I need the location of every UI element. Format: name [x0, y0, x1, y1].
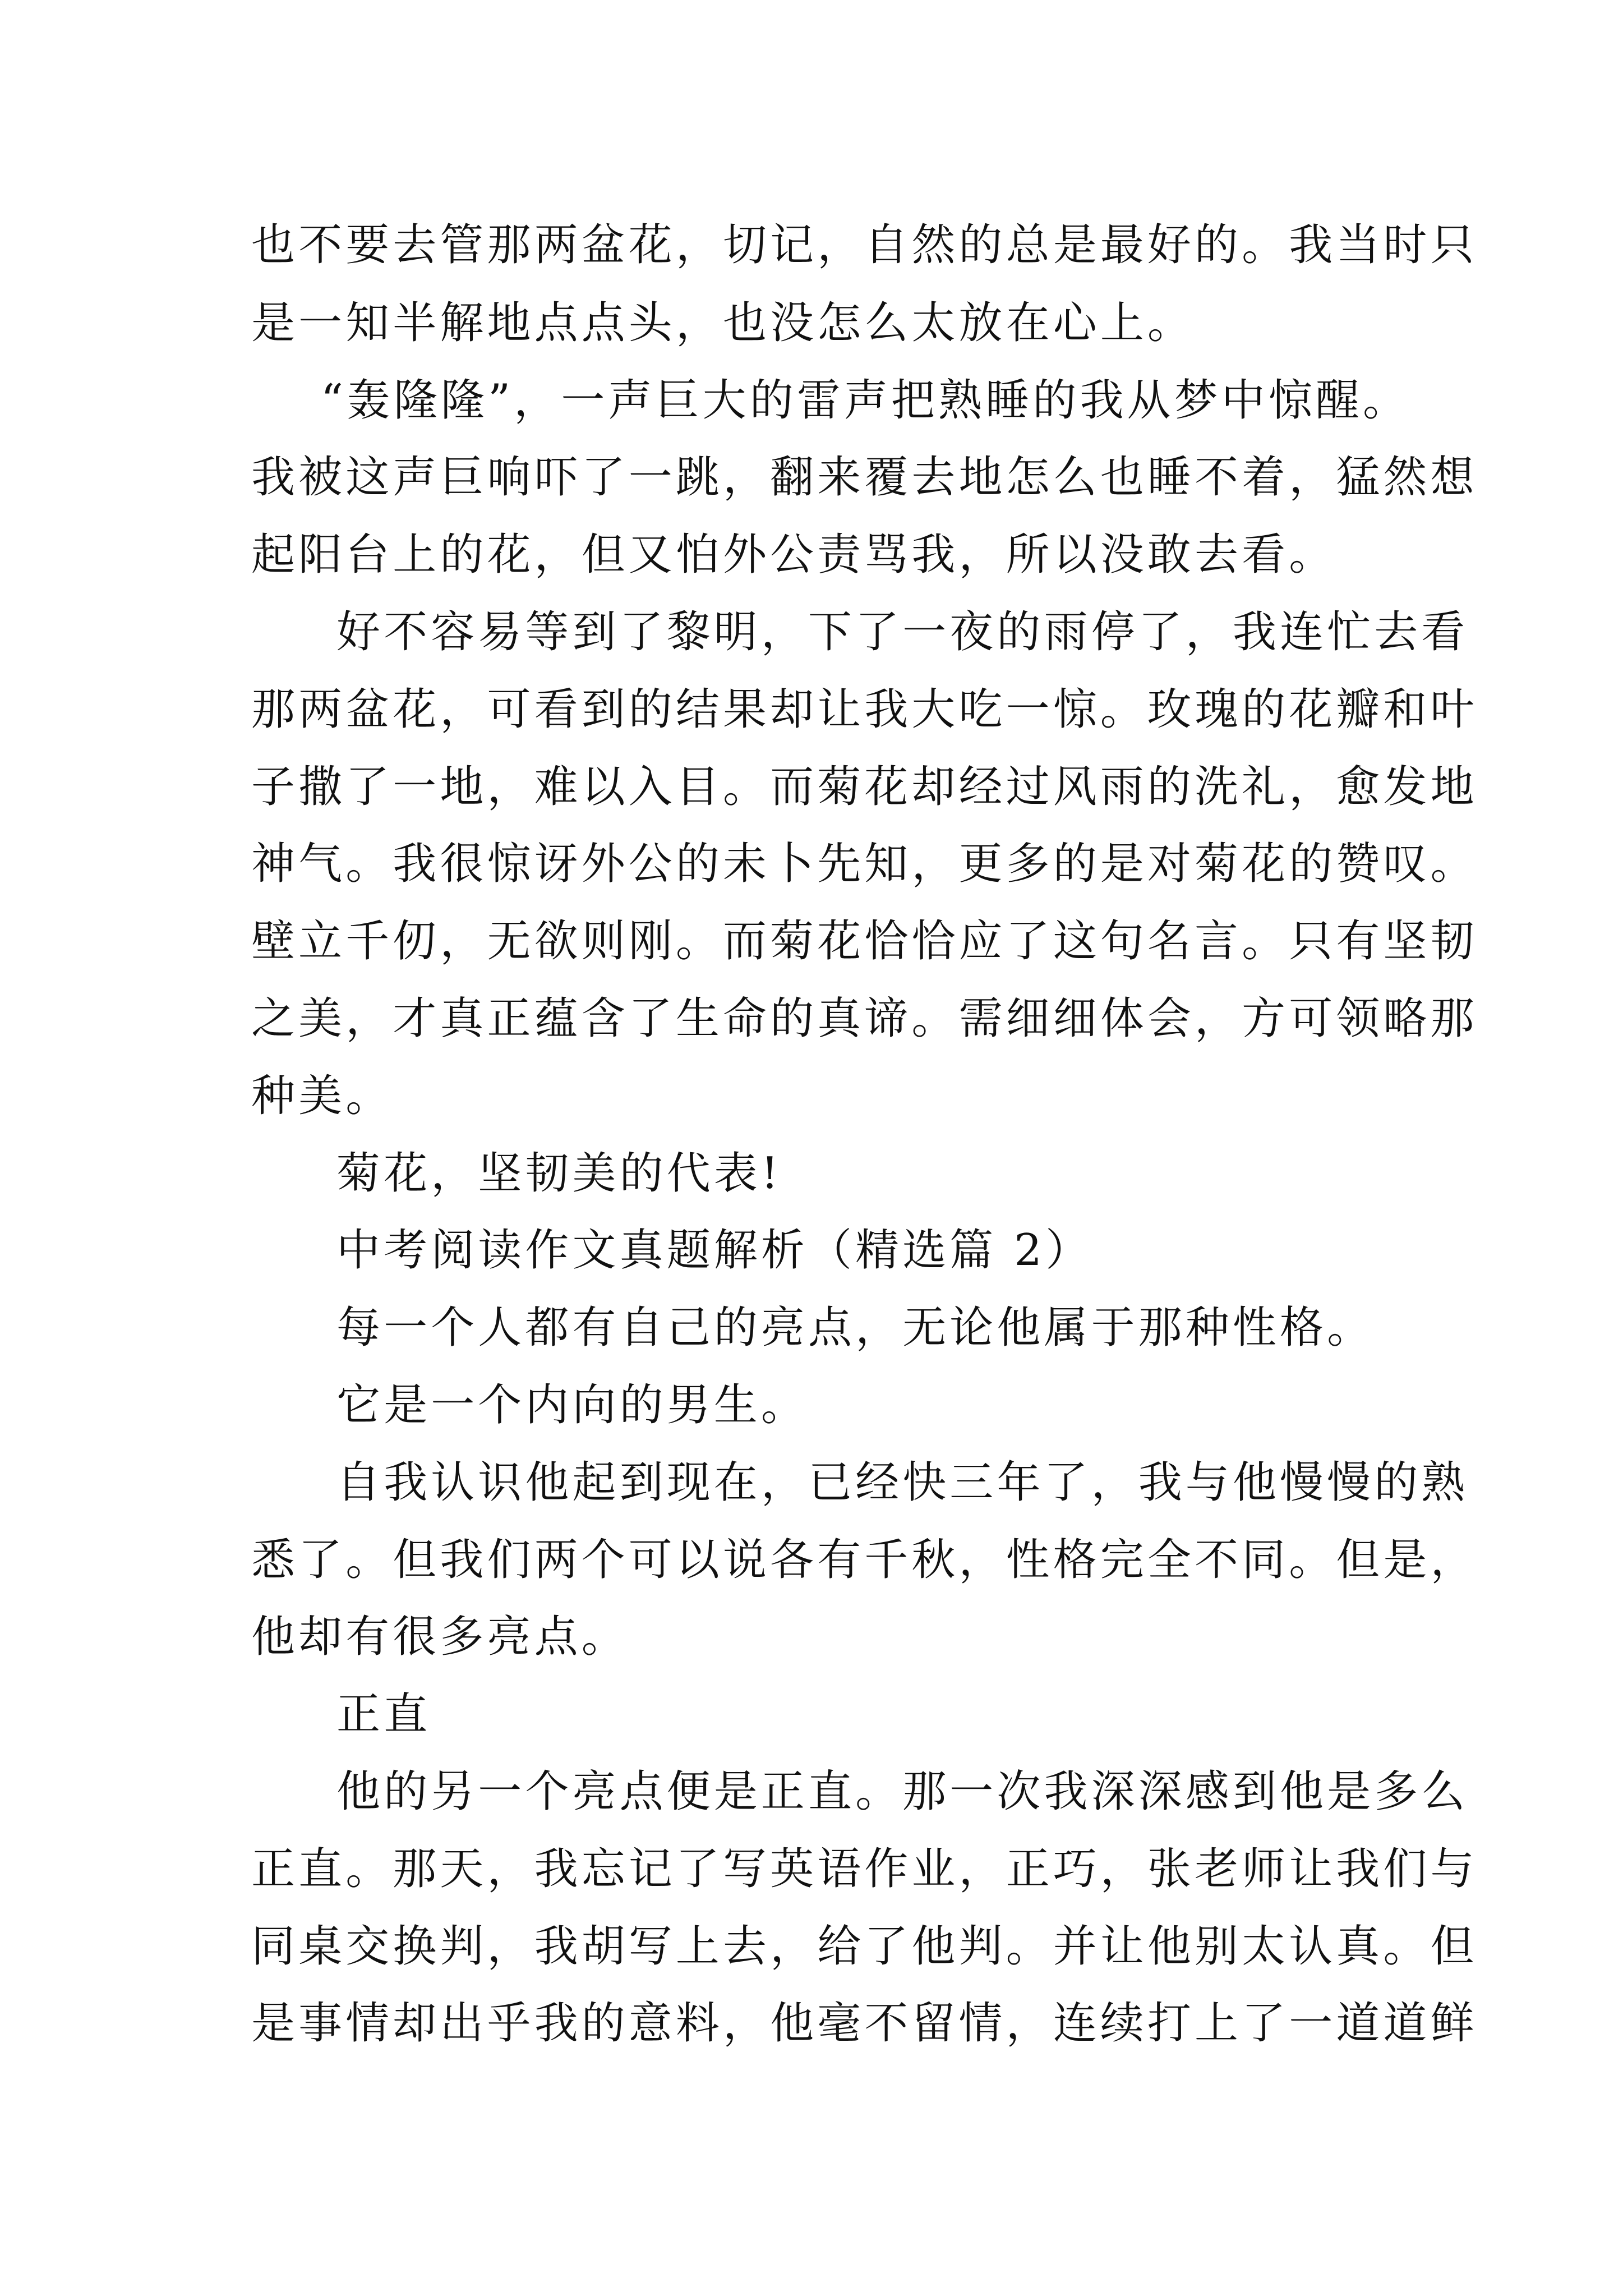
- text-line: 种美。: [251, 1071, 393, 1121]
- text-line: 是事情却出乎我的意料，他毫不留情，连续打上了一道道鲜: [251, 1998, 1478, 2049]
- text-line: 同桌交换判，我胡写上去，给了他判。并让他别太认真。但: [251, 1921, 1478, 1972]
- text-line: 起阳台上的花，但又怕外公责骂我，所以没敢去看。: [251, 530, 1336, 580]
- text-line: 是一知半解地点点头，也没怎么太放在心上。: [251, 298, 1195, 348]
- text-line: 他的另一个亮点便是正直。那一次我深深感到他是多么: [336, 1766, 1469, 1817]
- text-line: 菊花，坚韧美的代表!: [336, 1148, 782, 1199]
- text-line: 每一个人都有自己的亮点，无论他属于那种性格。: [336, 1303, 1375, 1353]
- text-line: 正直。那天，我忘记了写英语作业，正巧，张老师让我们与: [251, 1844, 1478, 1894]
- subheading: 正直: [336, 1689, 431, 1740]
- text-line: 子撒了一地，难以入目。而菊花却经过风雨的洗礼，愈发地: [251, 762, 1478, 812]
- text-line: 我被这声巨响吓了一跳，翻来覆去地怎么也睡不着，猛然想: [251, 452, 1478, 503]
- text-line: 也不要去管那两盆花，切记，自然的总是最好的。我当时只: [251, 220, 1478, 270]
- text-line: 神气。我很惊讶外公的未卜先知，更多的是对菊花的赞叹。: [251, 839, 1478, 889]
- text-line: 他却有很多亮点。: [251, 1612, 629, 1662]
- text-line: 壁立千仞，无欲则刚。而菊花恰恰应了这句名言。只有坚韧: [251, 916, 1478, 967]
- text-line: “轰隆隆”，一声巨大的雷声把熟睡的我从梦中惊醒。: [321, 375, 1410, 426]
- text-line: 悉了。但我们两个可以说各有千秋，性格完全不同。但是，: [251, 1535, 1478, 1585]
- text-line: 那两盆花，可看到的结果却让我大吃一惊。玫瑰的花瓣和叶: [251, 684, 1478, 735]
- section-heading: 中考阅读作文真题解析（精选篇 2）: [336, 1225, 1093, 1276]
- text-line: 它是一个内向的男生。: [336, 1380, 809, 1430]
- text-line: 自我认识他起到现在，已经快三年了，我与他慢慢的熟: [336, 1457, 1469, 1508]
- text-line: 之美，才真正蕴含了生命的真谛。需细细体会，方可领略那: [251, 993, 1478, 1044]
- text-line: 好不容易等到了黎明，下了一夜的雨停了，我连忙去看: [336, 607, 1469, 657]
